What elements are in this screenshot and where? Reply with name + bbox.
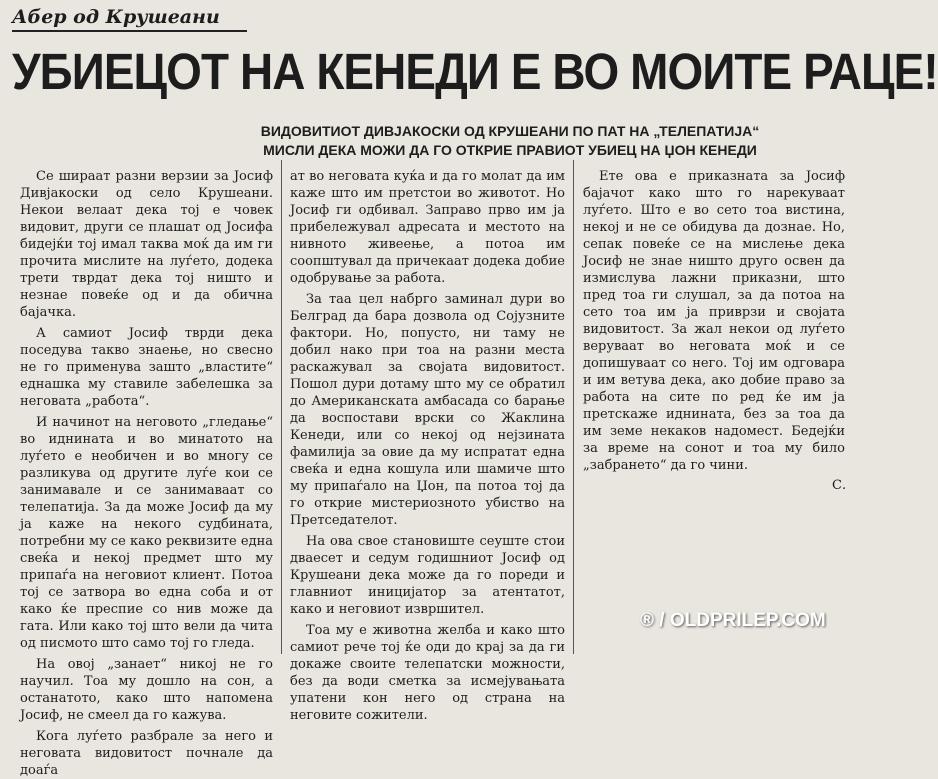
column-divider bbox=[281, 160, 282, 654]
paragraph: На овој „занает“ никој не го научил. Тоа му дошло на сон, а останатото, како што напомена Јосиф, не смеел да го кажува. bbox=[20, 657, 273, 723]
kicker: Абер од Крушеани bbox=[12, 6, 247, 32]
paragraph: Се шираат разни верзии за Јосиф Дивјакоски од село Крушеани. Некои велаат дека тој е човек видовит, други се плашат од Јосифа бидејќи тој имал таква моќ да им ги прочита мислите на луѓето, додека трети тврдат дека тој ништо и незнае повеќе од и да обична бајачка. bbox=[20, 169, 273, 320]
headline: УБИЕЦОТ НА КЕНЕДИ Е ВО МОИТЕ РАЦЕ! bbox=[12, 43, 938, 100]
column-3 bbox=[583, 168, 845, 488]
subheadline bbox=[190, 122, 830, 160]
paragraph: Кога луѓето разбрале за него и неговата видовитост почнале да доаѓа bbox=[20, 729, 273, 778]
column-divider bbox=[573, 160, 574, 654]
subheadline-line-1: ВИДОВИТИОТ ДИВЈАКОСКИ ОД КРУШЕАНИ ПО ПАТ НА „ТЕЛЕПАТИЈА“ bbox=[260, 123, 760, 139]
column-1 bbox=[20, 168, 273, 778]
paragraph: И начинот на неговото „гледање“ во иднината и во минатото на луѓето е необичен и во многу се разликува од другите луѓе кои се занимавале и се занимаваат со телепатија. За да може Јосиф да му ја каже на некого судбината, потребни му се како реквизите една свеќа и некој предмет што му припаѓа на неговиот клиент. Потоа тој се затвора во една соба и от како ќе преспие со нив може да гата. Или како тој што вели да чита од писмото што само тој го гледа. bbox=[20, 415, 273, 651]
paragraph: За таа цел набрго заминал дури во Белград да бара дозвола од Сојузните фактори. Но, попусто, ни таму не добил нако при тоа на разни места раскажувал за својата видовитост. Пошол дури дотаму што му се обратил до Американската амбасада со барање да воспостави врски со Жаклина Кенеди, или со некој од нејзината фамилија за овие да му испратат една свеќа и една кошула или шамиче што му припаѓало на Џон, па потоа тој да го открие мистериозното убиство на Претседателот. bbox=[290, 292, 565, 528]
paragraph: Тоа му е животна желба и како што самиот рече тој ќе оди до крај за да ги докаже своите телепатски можности, без да води сметка за исмејувањата упатени кон него од страна на неговите сожители. bbox=[290, 623, 565, 723]
watermark: ® / OLDPRILEP.COM bbox=[640, 610, 826, 631]
column-2 bbox=[290, 168, 565, 723]
subheadline-line-2: МИСЛИ ДЕКА МОЖИ ДА ГО ОТКРИЕ ПРАВИОТ УБИЕЦ НА ЏОН КЕНЕДИ bbox=[263, 142, 757, 158]
paragraph: Ете ова е приказната за Јосиф бајачот како што го нарекуваат луѓето. Што е во сето тоа вистина, некој и не се обидува да дознае. Но, сепак повеќе се на мислење дека Јосиф не знае ништо друго освен да измислува лажни приказни, што пред тоа ги слушал, за да потоа на сето тоа им ја приврзи и својата видовитост. За жал некои од луѓето веруваат во неговата моќ и се допишуваат со него. Тој им одговара и им ветува дека, ако добие право за работа на сите по ред ќе им ја претскаже иднината, без за тоа да им земе некаков надомест. Бедејќи за време на сонот и тоа му било „забрането“ да го чини. bbox=[583, 169, 845, 473]
paragraph: ат во неговата куќа и да го молат да им каже што им претстои во животот. Но Јосиф ги одбивал. Заправо прво им ја прибележувал адресата и местото на нивното живеење, а потоа им соопштувал да причекаат додека добие одобрување за работа. bbox=[290, 169, 565, 286]
paragraph: А самиот Јосиф тврди дека поседува такво знаење, но свесно не го применува зашто „властите“ еднашка му ставиле забелешка за неговата „работа“. bbox=[20, 326, 273, 409]
author-signature: С. bbox=[832, 478, 847, 493]
paragraph: На ова свое становиште сеуште стои дваесет и седум годишниот Јосиф од Крушеани дека може да го пореди и главниот иницијатор за атентатот, како и неговиот извршител. bbox=[290, 534, 565, 617]
